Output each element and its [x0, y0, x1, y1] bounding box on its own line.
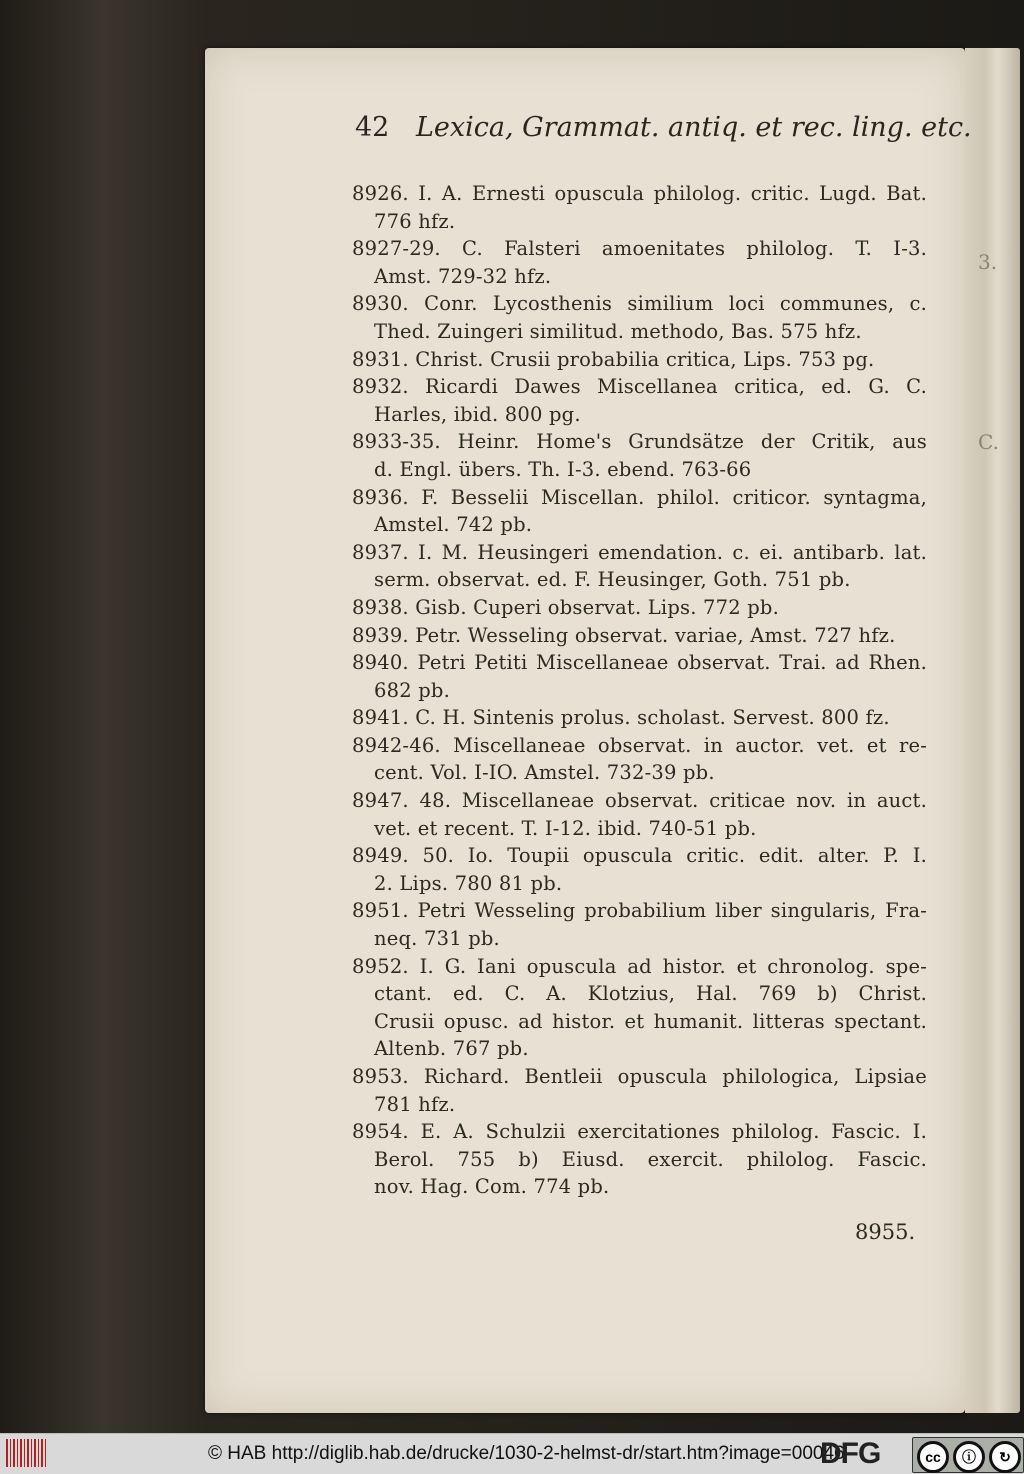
page-number: 42 [355, 112, 390, 143]
catalog-entry [352, 428, 927, 483]
entry-first-line: 8939. Petr. Wesseling observat. variae, Amst. 727 hfz. [352, 623, 896, 647]
edge-mark: 3. [978, 250, 998, 274]
cc-icon: cc [917, 1441, 949, 1473]
entry-continuation-line: 2. Lips. 780 81 pb. [374, 871, 563, 895]
catalog-entry [352, 787, 927, 842]
catalog-entry [352, 290, 927, 345]
catalog-entry [352, 897, 927, 952]
entry-first-line: 8932. Ricardi Dawes Miscellanea critica, ed. G. C. [352, 375, 927, 399]
catalog-entry [352, 346, 927, 374]
entry-continuation-line: Amst. 729-32 hfz. [374, 264, 552, 288]
entry-continuation-line: d. Engl. übers. Th. I-3. ebend. 763-66 [374, 457, 752, 481]
entry-first-line: 8931. Christ. Crusii probabilia critica, Lips. 753 pg. [352, 347, 875, 371]
entry-first-line: 8936. F. Besselii Miscellan. philol. criticor. syntagma, [352, 485, 927, 509]
copyright-link[interactable]: © HAB http://diglib.hab.de/drucke/1030-2-helmst-dr/start.htm?image=00046 [208, 1443, 845, 1464]
entry-first-line: 8926. I. A. Ernesti opuscula philolog. critic. Lugd. Bat. [352, 182, 927, 205]
entry-continuation-line: neq. 731 pb. [374, 927, 500, 951]
catalog-entry [352, 732, 927, 787]
catalog-entry [352, 704, 927, 732]
catalog-entry [352, 539, 927, 594]
catalog-entries [352, 180, 927, 1201]
catchword: 8955. [855, 1220, 916, 1244]
hab-logo-icon [6, 1439, 48, 1467]
entry-first-line: 8927-29. C. Falsteri amoenitates philolog. T. I-3. [352, 237, 927, 261]
entry-first-line: 8930. Conr. Lycosthenis similium loci communes, c. [352, 292, 927, 316]
header-title: Lexica, Grammat. antiq. et rec. ling. etc. [415, 112, 972, 143]
entry-first-line: 8933-35. Heinr. Home's Grundsätze der Critik, aus [352, 430, 927, 454]
entry-continuation-line: 781 hfz. [374, 1092, 456, 1116]
entry-first-line: 8951. Petri Wesseling probabilium liber singularis, Fra- [352, 899, 927, 923]
catalog-entry [352, 235, 927, 290]
edge-mark: C. [978, 430, 999, 454]
entry-continuation-line: Crusii opusc. ad histor. et humanit. litteras spectant. [374, 1009, 927, 1033]
entry-first-line: 8941. C. H. Sintenis prolus. scholast. Servest. 800 fz. [352, 706, 890, 730]
entry-first-line: 8947. 48. Miscellaneae observat. criticae nov. in auct. [352, 789, 927, 813]
entry-first-line: 8938. Gisb. Cuperi observat. Lips. 772 pb. [352, 595, 780, 619]
entry-first-line: 8954. E. A. Schulzii exercitationes philolog. Fascic. I. [352, 1120, 927, 1144]
entry-continuation-line: vet. et recent. T. I-12. ibid. 740-51 pb. [374, 816, 757, 840]
running-header [355, 112, 972, 143]
entry-continuation-line: nov. Hag. Com. 774 pb. [374, 1175, 610, 1199]
catalog-entry [352, 649, 927, 704]
entry-continuation-line: serm. observat. ed. F. Heusinger, Goth. 751 pb. [374, 568, 851, 592]
entry-continuation-line: Amstel. 742 pb. [374, 513, 533, 537]
entry-continuation-line: Berol. 755 b) Eiusd. exercit. philolog. Fascic. [374, 1147, 927, 1171]
entry-continuation-line: cent. Vol. I-IO. Amstel. 732-39 pb. [374, 761, 715, 785]
entry-continuation-line: ctant. ed. C. A. Klotzius, Hal. 769 b) Christ. [374, 982, 927, 1006]
entry-continuation-line: Harles, ibid. 800 pg. [374, 402, 581, 426]
by-icon: ⓘ [953, 1441, 985, 1473]
catalog-entry [352, 180, 927, 235]
sa-icon: ↻ [989, 1441, 1021, 1473]
catalog-entry [352, 1118, 927, 1201]
entry-first-line: 8942-46. Miscellaneae observat. in auctor. vet. et re- [352, 733, 927, 757]
catalog-entry [352, 622, 927, 650]
entry-first-line: 8949. 50. Io. Toupii opuscula critic. edit. alter. P. I. [352, 844, 927, 868]
dfg-logo: DFG [820, 1437, 881, 1470]
entry-first-line: 8952. I. G. Iani opuscula ad histor. et chronolog. spe- [352, 954, 927, 978]
catalog-entry [352, 953, 927, 1063]
entry-first-line: 8940. Petri Petiti Miscellaneae observat. Trai. ad Rhen. [352, 651, 927, 675]
entry-continuation-line: Thed. Zuingeri similitud. methodo, Bas. 575 hfz. [374, 319, 862, 343]
entry-first-line: 8937. I. M. Heusingeri emendation. c. ei. antibarb. lat. [352, 540, 927, 564]
license-badge[interactable] [912, 1437, 1024, 1473]
entry-first-line: 8953. Richard. Bentleii opuscula philologica, Lipsiae [352, 1065, 927, 1088]
catalog-entry [352, 842, 927, 897]
catalog-entry [352, 1063, 927, 1118]
entry-continuation-line: Altenb. 767 pb. [374, 1037, 529, 1061]
catalog-entry [352, 373, 927, 428]
catalog-entry [352, 594, 927, 622]
entry-continuation-line: 776 hfz. [374, 209, 456, 233]
catalog-entry [352, 484, 927, 539]
entry-continuation-line: 682 pb. [374, 678, 450, 702]
viewer-footer [0, 1433, 1024, 1474]
